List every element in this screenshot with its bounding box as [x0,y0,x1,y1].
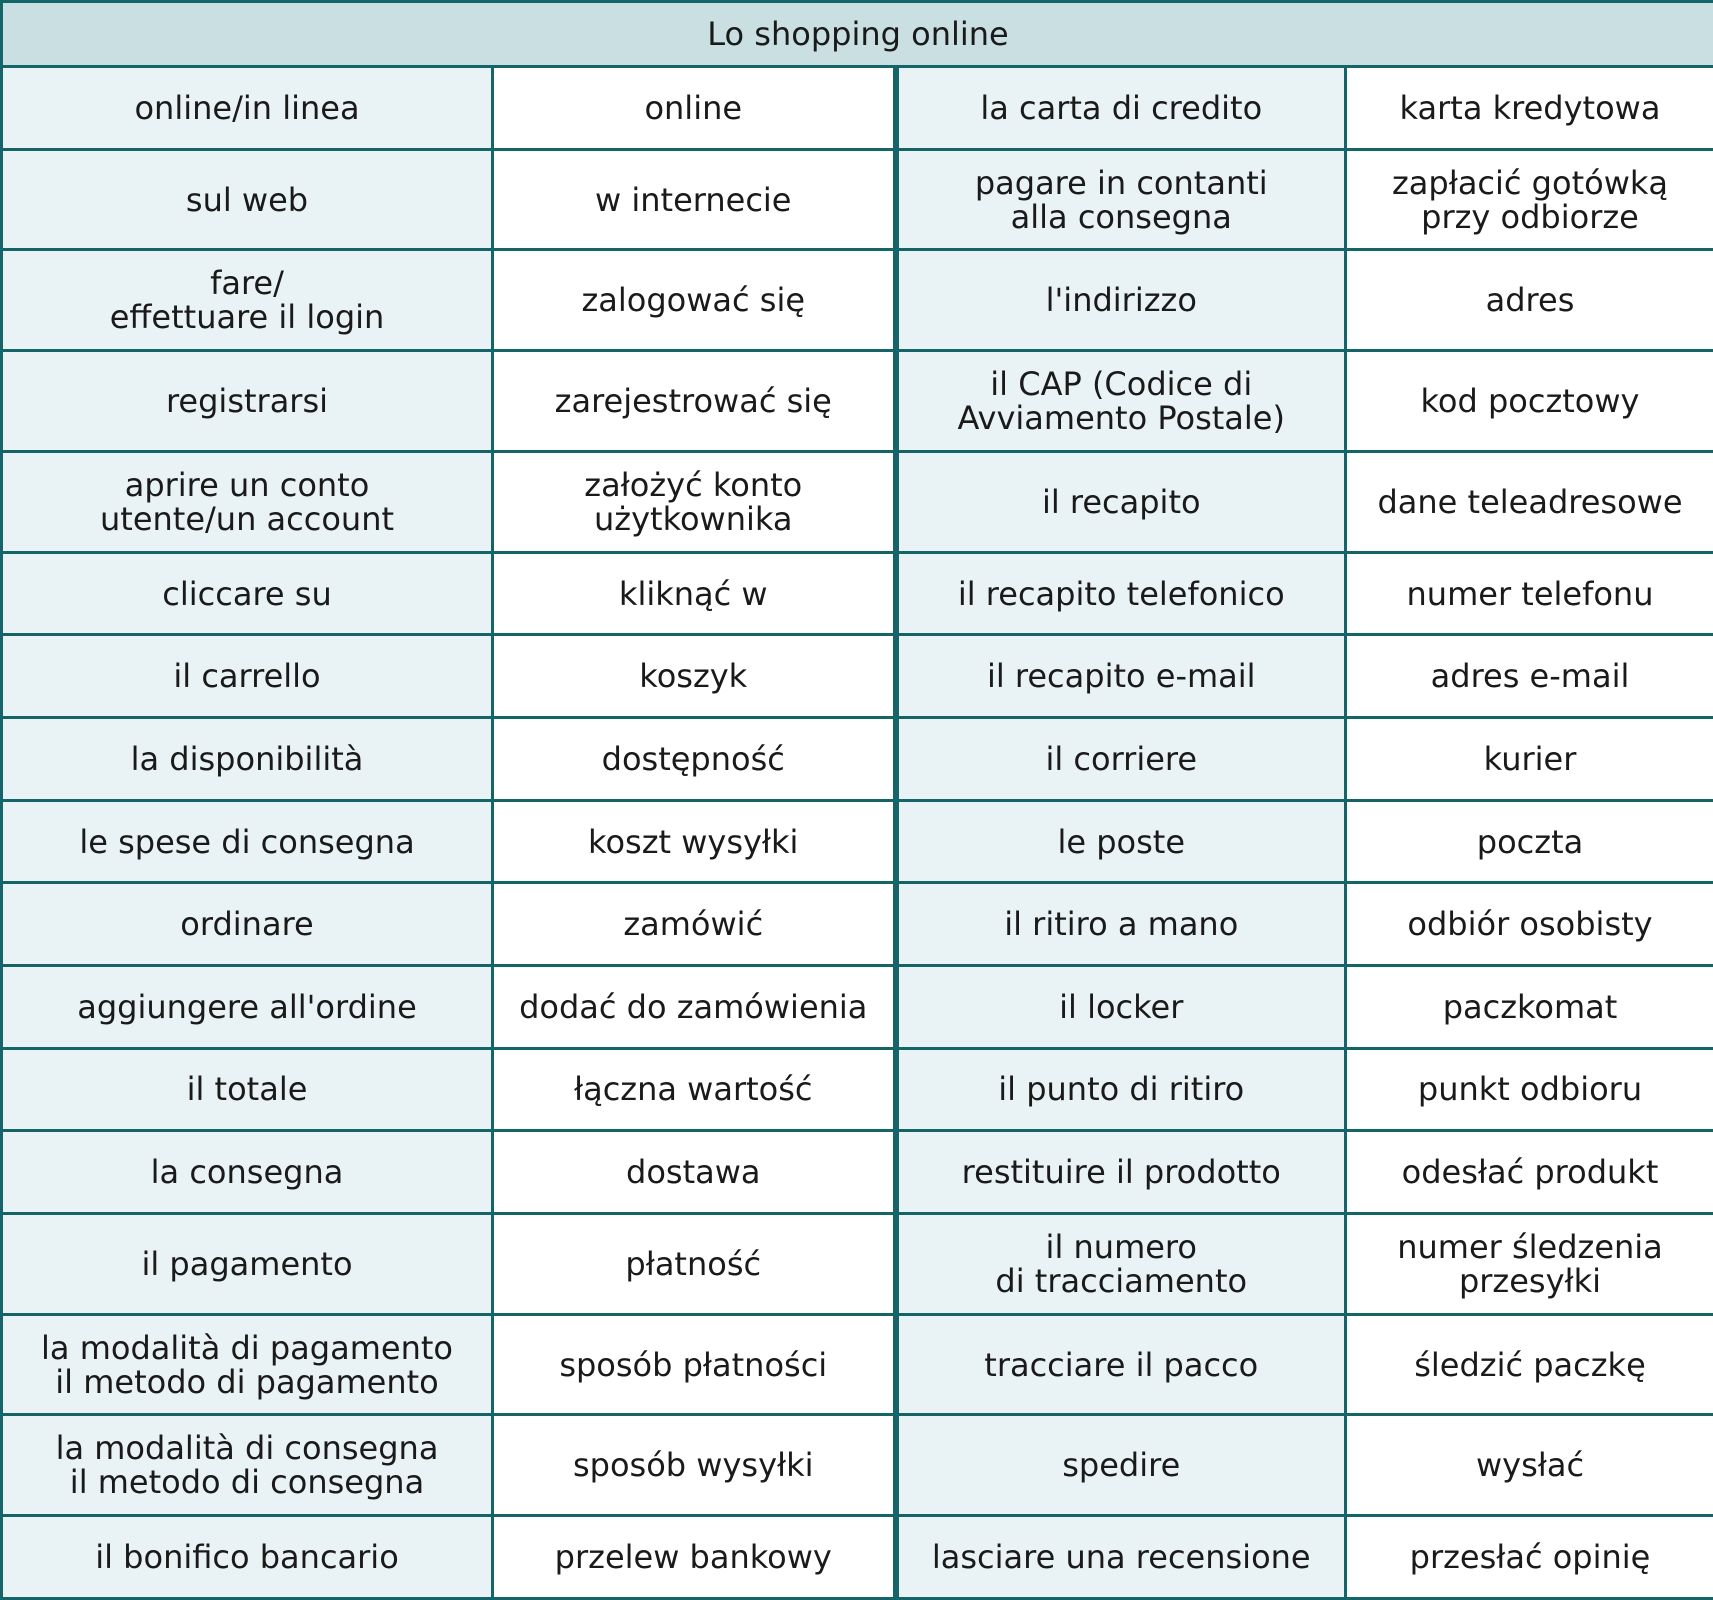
italian-term: aggiungere all'ordine [2,965,493,1048]
polish-translation: kurier [1346,718,1713,801]
italian-term: cliccare su [2,552,493,635]
italian-term: il recapito e-mail [896,635,1346,718]
table-title: Lo shopping online [2,2,1713,67]
table-row [2,965,1713,1048]
polish-translation: numer telefonu [1346,552,1713,635]
table-row [2,451,1713,552]
table-row [2,718,1713,801]
italian-term: la consegna [2,1131,493,1214]
polish-translation: łączna wartość [493,1048,896,1131]
italian-term: fare/ effettuare il login [2,250,493,351]
polish-translation: odbiór osobisty [1346,883,1713,966]
table-row [2,351,1713,452]
italian-term: il ritiro a mano [896,883,1346,966]
polish-translation: odesłać produkt [1346,1131,1713,1214]
italian-term: il punto di ritiro [896,1048,1346,1131]
table-row [2,250,1713,351]
polish-translation: kod pocztowy [1346,351,1713,452]
table-row [2,552,1713,635]
italian-term: tracciare il pacco [896,1314,1346,1415]
polish-translation: śledzić paczkę [1346,1314,1713,1415]
italian-term: il locker [896,965,1346,1048]
italian-term: il numero di tracciamento [896,1213,1346,1314]
polish-translation: adres [1346,250,1713,351]
polish-translation: przelew bankowy [493,1516,896,1599]
polish-translation: karta kredytowa [1346,67,1713,150]
italian-term: il bonifico bancario [2,1516,493,1599]
italian-term: la modalità di consegna il metodo di consegna [2,1415,493,1516]
italian-term: il pagamento [2,1213,493,1314]
italian-term: le spese di consegna [2,800,493,883]
italian-term: pagare in contanti alla consegna [896,149,1346,250]
italian-term: restituire il prodotto [896,1131,1346,1214]
table-row [2,1415,1713,1516]
italian-term: spedire [896,1415,1346,1516]
italian-term: il totale [2,1048,493,1131]
table-row [2,800,1713,883]
polish-translation: sposób płatności [493,1314,896,1415]
polish-translation: sposób wysyłki [493,1415,896,1516]
italian-term: la carta di credito [896,67,1346,150]
table-row [2,1213,1713,1314]
italian-term: online/in linea [2,67,493,150]
polish-translation: punkt odbioru [1346,1048,1713,1131]
italian-term: la disponibilità [2,718,493,801]
polish-translation: koszyk [493,635,896,718]
polish-translation: dostępność [493,718,896,801]
italian-term: il corriere [896,718,1346,801]
italian-term: ordinare [2,883,493,966]
italian-term: il carrello [2,635,493,718]
polish-translation: numer śledzenia przesyłki [1346,1213,1713,1314]
polish-translation: kliknąć w [493,552,896,635]
table-body [2,67,1713,1599]
polish-translation: dostawa [493,1131,896,1214]
polish-translation: koszt wysyłki [493,800,896,883]
polish-translation: zarejestrować się [493,351,896,452]
italian-term: le poste [896,800,1346,883]
polish-translation: online [493,67,896,150]
italian-term: registrarsi [2,351,493,452]
polish-translation: w internecie [493,149,896,250]
table-row [2,1516,1713,1599]
polish-translation: poczta [1346,800,1713,883]
polish-translation: przesłać opinię [1346,1516,1713,1599]
italian-term: la modalità di pagamento il metodo di pagamento [2,1314,493,1415]
polish-translation: adres e-mail [1346,635,1713,718]
polish-translation: paczkomat [1346,965,1713,1048]
polish-translation: dodać do zamówienia [493,965,896,1048]
polish-translation: zamówić [493,883,896,966]
polish-translation: założyć konto użytkownika [493,451,896,552]
table-row [2,1314,1713,1415]
italian-term: il CAP (Codice di Avviamento Postale) [896,351,1346,452]
table-row [2,635,1713,718]
table-row [2,1048,1713,1131]
italian-term: il recapito telefonico [896,552,1346,635]
table-header-row [2,2,1713,67]
table-row [2,67,1713,150]
table-row [2,1131,1713,1214]
table-row [2,149,1713,250]
italian-term: lasciare una recensione [896,1516,1346,1599]
italian-term: aprire un conto utente/un account [2,451,493,552]
table-row [2,883,1713,966]
polish-translation: dane teleadresowe [1346,451,1713,552]
polish-translation: zalogować się [493,250,896,351]
italian-term: l'indirizzo [896,250,1346,351]
polish-translation: wysłać [1346,1415,1713,1516]
italian-term: il recapito [896,451,1346,552]
polish-translation: zapłacić gotówką przy odbiorze [1346,149,1713,250]
italian-term: sul web [2,149,493,250]
polish-translation: płatność [493,1213,896,1314]
